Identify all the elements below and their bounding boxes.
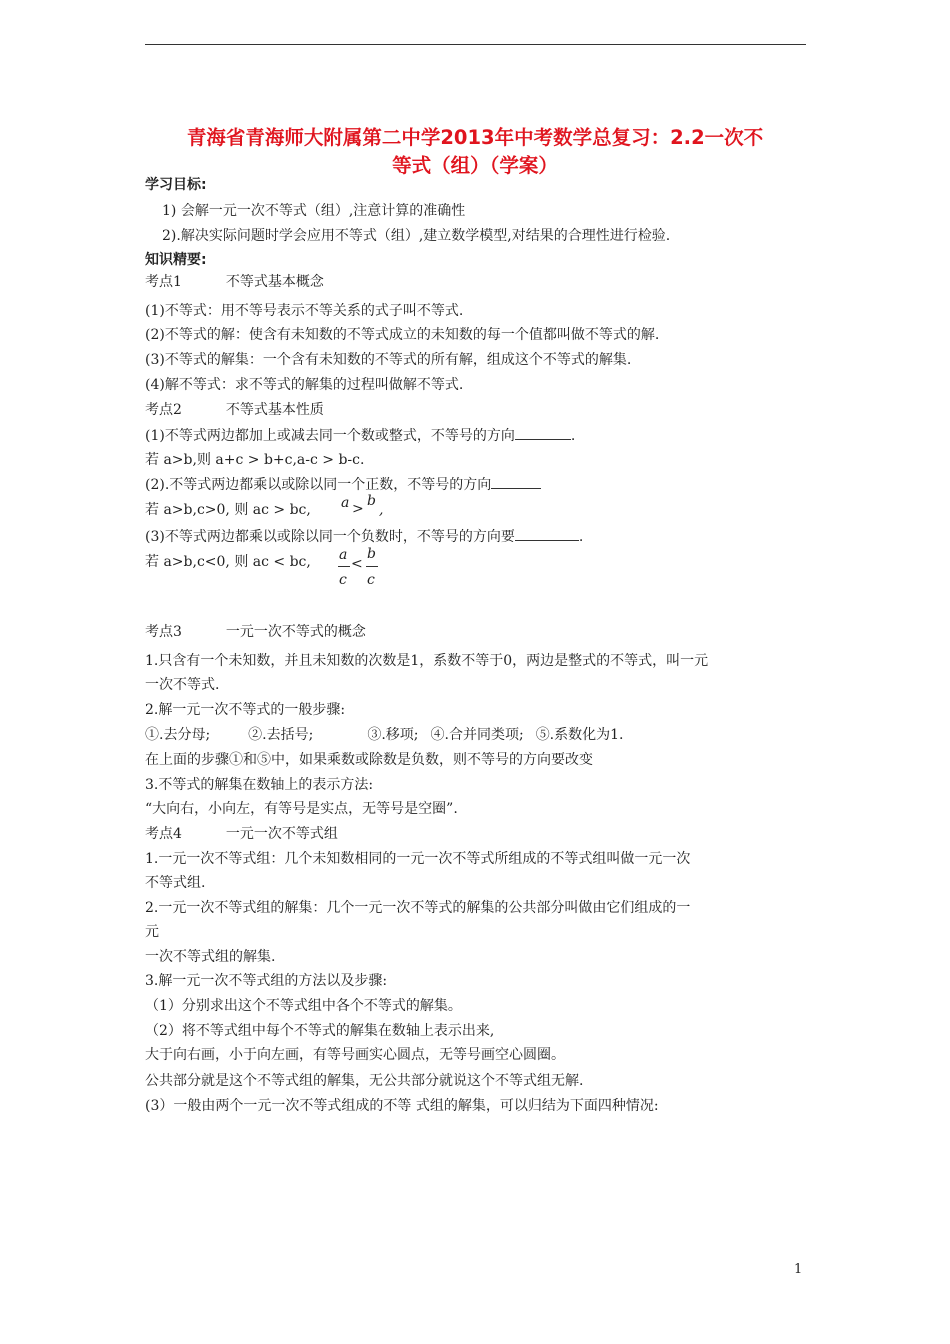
property-1-dot: . bbox=[570, 428, 576, 444]
goal-item-2: 2).解决实际问题时学会应用不等式（组）,建立数学模型,对结果的合理性进行检验. bbox=[162, 228, 671, 244]
fraction-denominator: c bbox=[339, 572, 347, 588]
point4-step-1: （1）分别求出这个不等式组中各个不等式的解集。 bbox=[145, 998, 462, 1014]
number-line-rule: “大向右，小向左，有等号是实点，无等号是空圈”. bbox=[145, 801, 458, 817]
property-2-text: (2).不等式两边都乘以或除以同一个正数，不等号的方向 bbox=[145, 477, 492, 493]
property-3-dot: . bbox=[578, 529, 584, 545]
point4-step-2c: 公共部分就是这个不等式组的解集，无公共部分就说这个不等式组无解. bbox=[145, 1073, 584, 1089]
knowledge-heading: 知识精要: bbox=[145, 252, 207, 268]
point1-line-4: (4)解不等式：求不等式的解集的过程叫做解不等式. bbox=[145, 377, 464, 393]
point4-def-1a: 1.一元一次不等式组：几个未知数相同的一元一次不等式所组成的不等式组叫做一元一次 bbox=[145, 851, 691, 867]
fraction-numerator: b bbox=[367, 546, 376, 562]
point2-label: 考点2 bbox=[145, 402, 182, 418]
fraction-numerator: a bbox=[339, 547, 348, 563]
solving-steps bbox=[145, 725, 624, 745]
point1-line-1: (1)不等式：用不等号表示不等关系的式子叫不等式. bbox=[145, 303, 464, 319]
point2-heading bbox=[145, 400, 324, 420]
title-line-2: 等式（组）（学案） bbox=[392, 154, 558, 177]
point4-label: 考点4 bbox=[145, 826, 182, 842]
example-comma: , bbox=[379, 502, 384, 518]
point4-step-3: (3）一般由两个一元一次不等式组成的不等 式组的解集，可以归结为下面四种情况: bbox=[145, 1098, 659, 1114]
goals-heading: 学习目标: bbox=[145, 177, 207, 193]
fraction-denominator: c bbox=[367, 572, 375, 588]
goal-item-1: 1) 会解一元一次不等式（组）,注意计算的准确性 bbox=[162, 203, 466, 219]
point2-title: 不等式基本性质 bbox=[225, 402, 324, 418]
point3-note: 在上面的步骤①和⑤中，如果乘数或除数是负数，则不等号的方向要改变 bbox=[145, 752, 593, 768]
point3-heading bbox=[145, 622, 366, 642]
point3-title: 一元一次不等式的概念 bbox=[225, 624, 366, 640]
point4-step-2b: 大于向右画，小于向左画，有等号画实心圆点，无等号画空心圆圈。 bbox=[145, 1047, 565, 1063]
property-3-text: (3)不等式两边都乘以或除以同一个负数时，不等号的方向要 bbox=[145, 529, 515, 545]
point3-def-1a: 1.只含有一个未知数，并且未知数的次数是1，系数不等于0，两边是整式的不等式，叫一元 bbox=[145, 653, 709, 669]
fraction-numerator: b bbox=[367, 493, 376, 509]
step-2: ②.去括号; bbox=[248, 727, 314, 743]
point1-heading bbox=[145, 272, 324, 292]
fraction-numerator: a bbox=[341, 495, 350, 511]
point3-def-3: 3.不等式的解集在数轴上的表示方法: bbox=[145, 777, 374, 793]
point4-def-2c: 一次不等式组的解集. bbox=[145, 949, 276, 965]
point4-heading bbox=[145, 824, 338, 844]
property-2-example: 若 a>b,c>0, 则 ac > bc, bbox=[145, 502, 311, 518]
point4-def-3: 3.解一元一次不等式组的方法以及步骤: bbox=[145, 973, 388, 989]
point1-label: 考点1 bbox=[145, 274, 182, 290]
point4-def-1b: 不等式组. bbox=[145, 875, 206, 891]
property-3-example: 若 a>b,c<0, 则 ac < bc, bbox=[145, 554, 311, 570]
point4-def-2a: 2.一元一次不等式组的解集：几个一元一次不等式的解集的公共部分叫做由它们组成的一 bbox=[145, 900, 691, 916]
fraction-bar bbox=[338, 566, 350, 567]
point1-line-2: (2)不等式的解：使含有未知数的不等式成立的未知数的每一个值都叫做不等式的解. bbox=[145, 327, 660, 343]
answer-blank bbox=[515, 526, 579, 541]
page-number: 1 bbox=[794, 1262, 803, 1277]
step-4: ④.合并同类项; bbox=[430, 727, 524, 743]
step-5: ⑤.系数化为1. bbox=[535, 727, 624, 743]
point1-line-3: (3)不等式的解集：一个含有未知数的不等式的所有解，组成这个不等式的解集. bbox=[145, 352, 632, 368]
property-1-example: 若 a>b,则 a+c > b+c,a-c > b-c. bbox=[145, 452, 365, 468]
answer-blank bbox=[491, 474, 541, 489]
point4-step-2: （2）将不等式组中每个不等式的解集在数轴上表示出来, bbox=[145, 1023, 495, 1039]
point4-title: 一元一次不等式组 bbox=[225, 826, 338, 842]
less-than-sign: < bbox=[351, 556, 363, 572]
answer-blank bbox=[515, 425, 571, 440]
document-title bbox=[140, 124, 810, 180]
title-line-1: 青海省青海师大附属第二中学2013年中考数学总复习：2.2一次不 bbox=[186, 126, 764, 149]
fraction-bar bbox=[366, 566, 378, 567]
step-3: ③.移项; bbox=[367, 727, 419, 743]
property-1 bbox=[145, 425, 575, 446]
point1-title: 不等式基本概念 bbox=[225, 274, 324, 290]
point3-def-2: 2.解一元一次不等式的一般步骤: bbox=[145, 702, 346, 718]
step-1: ①.去分母; bbox=[145, 727, 211, 743]
property-2 bbox=[145, 474, 541, 495]
point3-label: 考点3 bbox=[145, 624, 182, 640]
header-rule bbox=[145, 44, 806, 45]
point3-def-1b: 一次不等式. bbox=[145, 677, 220, 693]
greater-than-sign: > bbox=[352, 501, 364, 517]
property-3 bbox=[145, 526, 583, 547]
point4-def-2b: 元 bbox=[145, 924, 159, 940]
property-1-text: (1)不等式两边都加上或减去同一个数或整式，不等号的方向 bbox=[145, 428, 515, 444]
